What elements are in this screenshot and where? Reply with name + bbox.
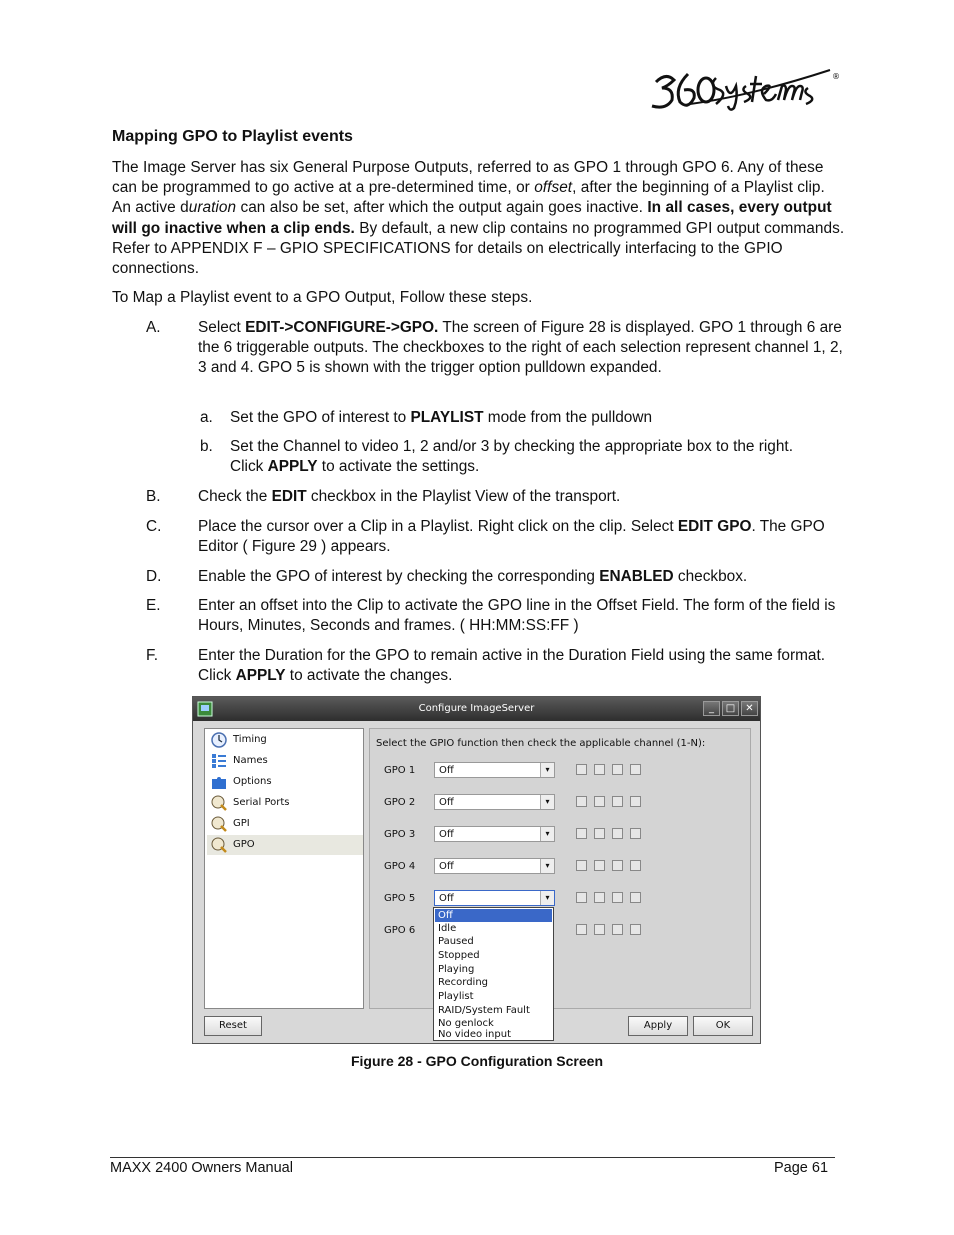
minimize-button[interactable]: _ [703, 701, 720, 716]
dropdown-option[interactable]: No video input [438, 1029, 511, 1040]
nav-label: Names [233, 755, 268, 766]
channel-4-checkbox[interactable] [630, 796, 641, 807]
channel-2-checkbox[interactable] [594, 924, 605, 935]
dropdown-option[interactable]: RAID/System Fault [438, 1005, 530, 1016]
dropdown-option[interactable]: Off [435, 909, 552, 922]
nav-item-gpo[interactable] [207, 835, 363, 855]
chevron-down-icon: ▾ [540, 827, 554, 841]
channel-1-checkbox[interactable] [576, 892, 587, 903]
chevron-down-icon: ▾ [540, 859, 554, 873]
dropdown-option[interactable]: Playlist [438, 991, 474, 1002]
chevron-down-icon: ▾ [540, 795, 554, 809]
channel-1-checkbox[interactable] [576, 828, 587, 839]
gpo-row-4 [384, 858, 644, 876]
gpo-icon [210, 836, 228, 854]
gpo-row-3 [384, 826, 644, 844]
window-title: Configure ImageServer [418, 703, 535, 714]
gpo-instruction: Select the GPIO function then check the applicable channel (1-N): [376, 738, 706, 749]
puzzle-icon [210, 773, 228, 791]
gpo-row-2 [384, 794, 644, 812]
nav-item-timing[interactable] [207, 730, 363, 750]
company-logo [650, 64, 840, 114]
gpo-label: GPO 1 [384, 765, 416, 776]
maximize-button[interactable]: □ [722, 701, 739, 716]
channel-3-checkbox[interactable] [612, 828, 623, 839]
port-icon [210, 794, 228, 812]
gpo-settings-panel [369, 728, 751, 1009]
list-icon [210, 752, 228, 770]
nav-item-options[interactable] [207, 772, 363, 792]
channel-1-checkbox[interactable] [576, 796, 587, 807]
nav-item-serial-ports[interactable] [207, 793, 363, 813]
clock-icon [210, 731, 228, 749]
channel-1-checkbox[interactable] [576, 764, 587, 775]
configure-imageserver-window [192, 696, 761, 1044]
channel-2-checkbox[interactable] [594, 892, 605, 903]
channel-2-checkbox[interactable] [594, 828, 605, 839]
footer-divider [110, 1157, 835, 1158]
gpo-row-1 [384, 762, 644, 780]
settings-nav-list [204, 728, 364, 1009]
gpo-2-select[interactable]: Off ▾ [434, 794, 555, 810]
steps-intro: To Map a Playlist event to a GPO Output, Follow these steps. [112, 289, 533, 306]
logo-script-icon [650, 64, 840, 114]
window-titlebar[interactable] [193, 697, 760, 721]
gpo-label: GPO 5 [384, 893, 416, 904]
channel-4-checkbox[interactable] [630, 828, 641, 839]
channel-3-checkbox[interactable] [612, 764, 623, 775]
gpo-label: GPO 4 [384, 861, 416, 872]
figure-caption: Figure 28 - GPO Configuration Screen [350, 1053, 604, 1069]
gpo-row-5 [384, 890, 644, 908]
reset-button[interactable]: Reset [204, 1016, 262, 1036]
nav-item-gpi[interactable] [207, 814, 363, 834]
nav-label: GPO [233, 839, 255, 850]
gpo-4-select[interactable]: Off ▾ [434, 858, 555, 874]
channel-2-checkbox[interactable] [594, 796, 605, 807]
channel-3-checkbox[interactable] [612, 796, 623, 807]
channel-4-checkbox[interactable] [630, 924, 641, 935]
gpo-label: GPO 2 [384, 797, 416, 808]
close-button[interactable]: ✕ [741, 701, 758, 716]
nav-label: GPI [233, 818, 250, 829]
gpo-label: GPO 3 [384, 829, 416, 840]
dropdown-option[interactable]: No genlock [438, 1018, 494, 1029]
gpo-3-select[interactable]: Off ▾ [434, 826, 555, 842]
footer-manual-title: MAXX 2400 Owners Manual [110, 1160, 293, 1176]
dropdown-option[interactable]: Stopped [438, 950, 480, 961]
channel-4-checkbox[interactable] [630, 764, 641, 775]
dropdown-option[interactable]: Playing [438, 964, 475, 975]
gpo-label: GPO 6 [384, 925, 416, 936]
ok-button[interactable]: OK [693, 1016, 753, 1036]
chevron-down-icon: ▾ [540, 763, 554, 777]
channel-2-checkbox[interactable] [594, 764, 605, 775]
channel-1-checkbox[interactable] [576, 860, 587, 871]
channel-4-checkbox[interactable] [630, 860, 641, 871]
channel-3-checkbox[interactable] [612, 892, 623, 903]
gpi-icon [210, 815, 228, 833]
footer-page-number: Page 61 [774, 1160, 829, 1176]
gpo-1-select[interactable]: Off ▾ [434, 762, 555, 778]
channel-3-checkbox[interactable] [612, 924, 623, 935]
dropdown-option[interactable]: Paused [438, 936, 474, 947]
nav-label: Timing [233, 734, 267, 745]
dropdown-option[interactable]: Idle [438, 923, 457, 934]
channel-2-checkbox[interactable] [594, 860, 605, 871]
channel-4-checkbox[interactable] [630, 892, 641, 903]
channel-1-checkbox[interactable] [576, 924, 587, 935]
apply-button[interactable]: Apply [628, 1016, 688, 1036]
nav-item-names[interactable] [207, 751, 363, 771]
gpo-5-dropdown-list [433, 907, 554, 1041]
channel-3-checkbox[interactable] [612, 860, 623, 871]
chevron-down-icon: ▾ [540, 891, 554, 905]
nav-label: Options [233, 776, 272, 787]
nav-label: Serial Ports [233, 797, 290, 808]
intro-paragraph: The Image Server has six General Purpose Outputs, referred to as GPO 1 through GPO 6. Any of these can be programmed to go active at a pre-determined time, or offset, after the beginning of a Playlist clip. An active duration can also be set, after which the output again goes inactive. In all cases, every output will go inactive when a clip ends. By default, a new clip contains no programmed GPI output commands. Refer to APPENDIX F – GPIO SPECIFICATIONS for details on electrically interfacing to the GPIO connections. [112, 159, 845, 278]
registered-mark: ® [832, 72, 840, 81]
dropdown-option[interactable]: Recording [438, 977, 489, 988]
section-title: Mapping GPO to Playlist events [112, 128, 353, 145]
gpo-5-select[interactable]: Off ▾ [434, 890, 555, 906]
